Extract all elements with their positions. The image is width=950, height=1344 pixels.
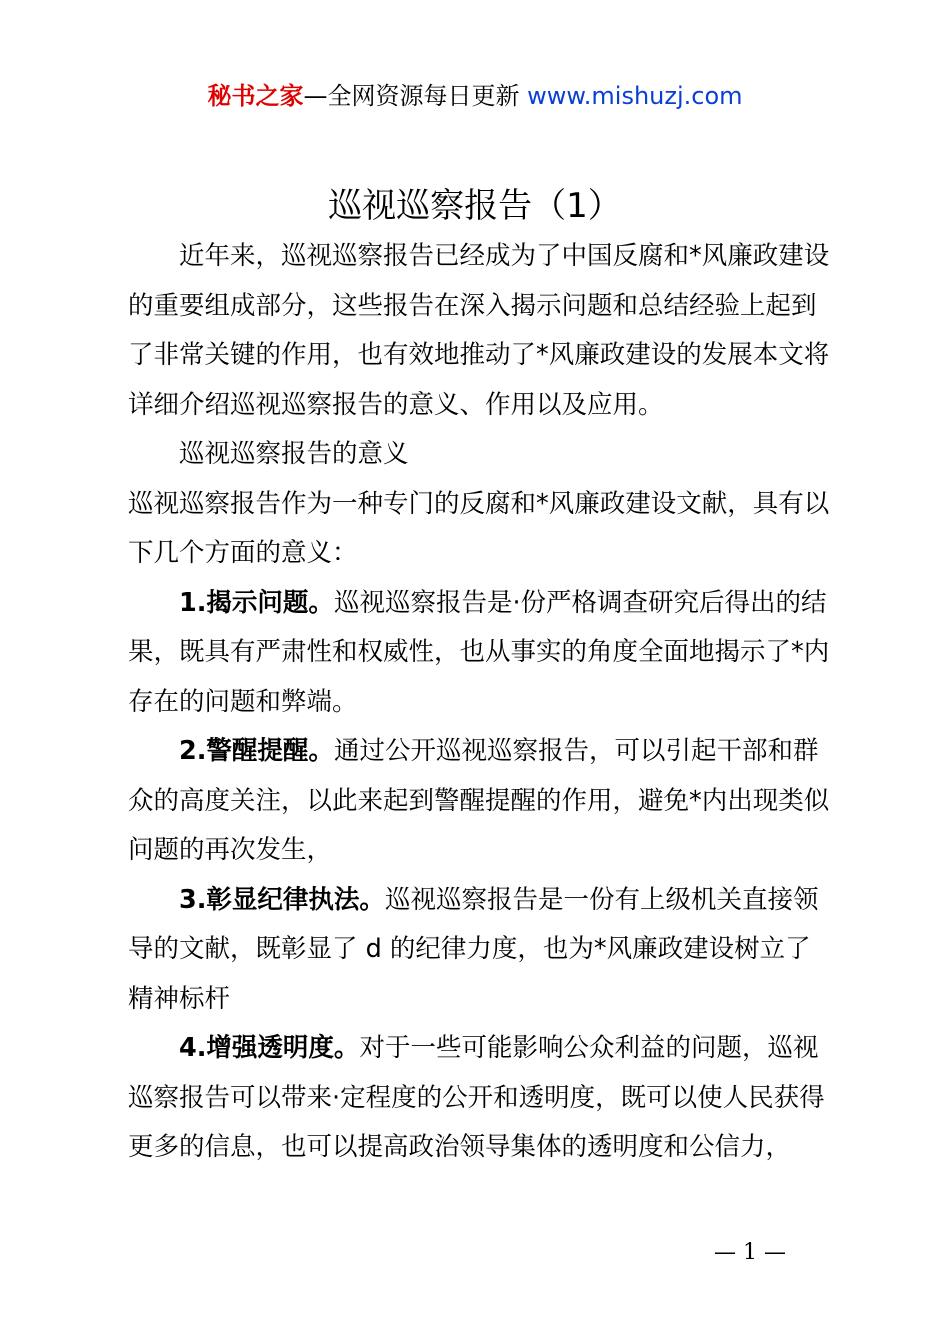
list-item [128, 727, 834, 876]
list-item-text: 巡视巡察报告是一份有上级机关直接领导的文献，既彰显了 d 的纪律力度，也为*风廉政建设树立了精神标杆 [128, 884, 819, 1014]
list-item-heading: 3.彰显纪律执法。 [179, 884, 385, 915]
list-item-heading: 4.增强透明度。 [179, 1033, 360, 1063]
site-tagline: —全网资源每日更新 [303, 82, 520, 110]
list-item-heading: 2.警醒提醒。 [179, 736, 334, 766]
intro-paragraph: 近年来，巡视巡察报告已经成为了中国反腐和*风廉政建设的重要组成部分，这些报告在深入揭示问题和总结经验上起到了非常关键的作用，也有效地推动了*风廉政建设的发展本文将详细介绍巡视巡察报告的意义、作用以及应用。 [128, 241, 830, 420]
document-title: 巡视巡察报告（1） [328, 186, 622, 226]
document-body [128, 232, 834, 1173]
page-number: — 1 — [714, 1240, 786, 1265]
list-item-text: 巡视巡察报告是·份严格调查研究后得出的结果，既具有严肃性和权威性，也从事实的角度全面地揭示了*内存在的问题和弊端。 [128, 587, 830, 717]
list-item-text: 对于一些可能影响公众利益的问题，巡视巡察报告可以带来·定程度的公开和透明度，既可以使人民获得更多的信息，也可以提高政治领导集体的透明度和公信力， [128, 1033, 825, 1162]
list-item [128, 579, 834, 728]
site-brand: 秘书之家 [207, 82, 304, 110]
list-item [128, 876, 834, 1025]
list-item [128, 1024, 834, 1173]
section-heading: 巡视巡察报告的意义 [179, 439, 409, 469]
site-header [0, 80, 950, 112]
section-intro-paragraph: 巡视巡察报告作为一种专门的反腐和*风廉政建设文献，具有以下几个方面的意义： [128, 488, 830, 568]
list-item-text: 通过公开巡视巡察报告，可以引起干部和群众的高度关注，以此来起到警醒提醒的作用，避免*内出现类似问题的再次发生， [128, 736, 830, 865]
list-item-heading: 1.揭示问题。 [179, 587, 334, 618]
site-url-link[interactable]: www.mishuzj.com [527, 82, 743, 110]
